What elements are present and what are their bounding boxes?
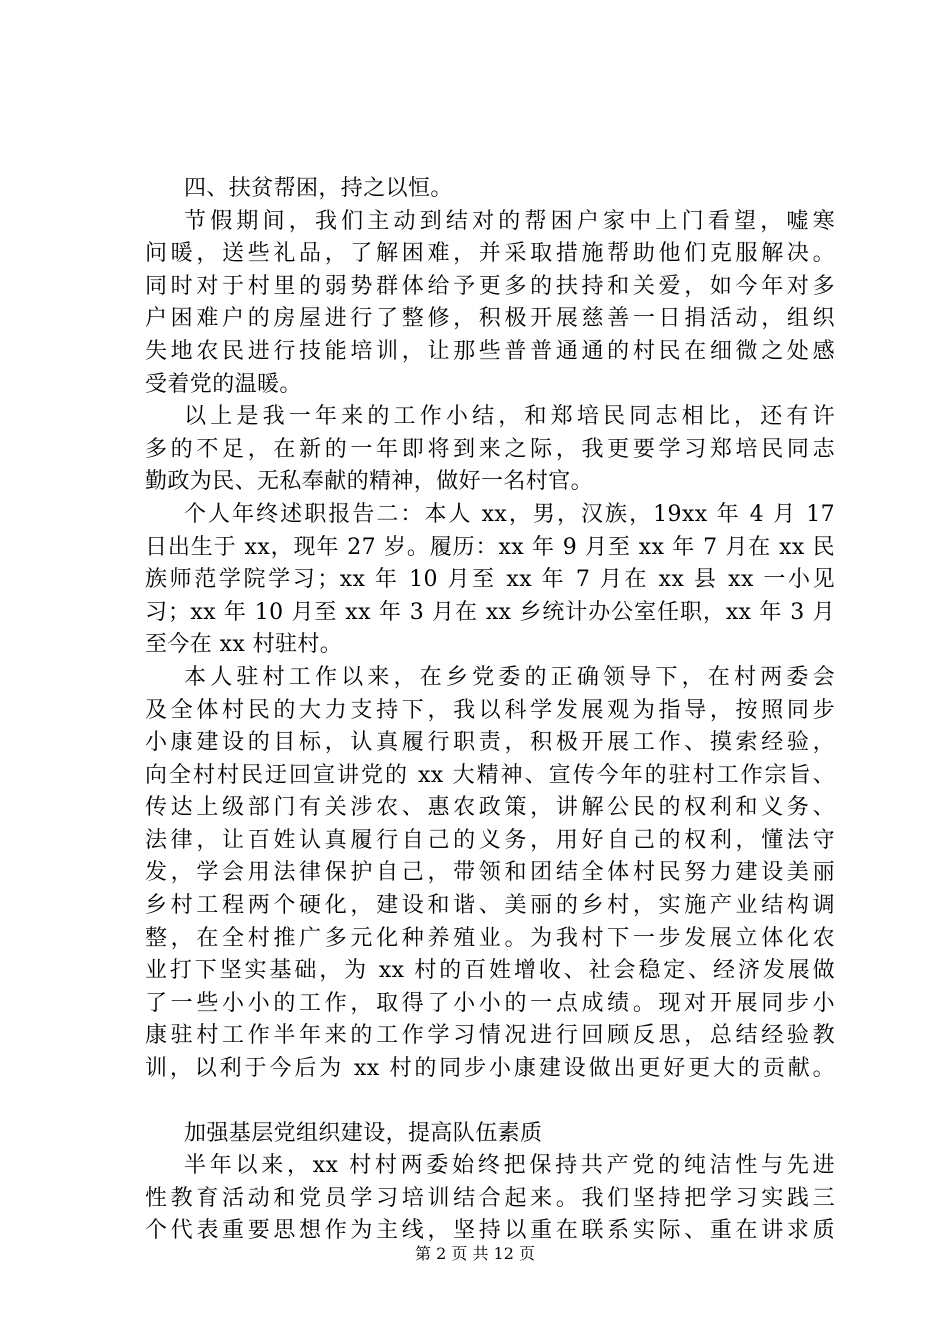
text-line: 受着党的温暖。 xyxy=(145,371,302,397)
text-line: 族师范学院学习；xx 年 10 月至 xx 年 7 月在 xx 县 xx 一小见 xyxy=(145,567,835,593)
text-line: 了一些小小的工作，取得了小小的一点成绩。现对开展同步小 xyxy=(145,990,835,1016)
page-footer: 第 2 页 共 12 页 xyxy=(415,1244,535,1263)
text-line: 业打下坚实基础，为 xx 村的百姓增收、社会稳定、经济发展做 xyxy=(145,958,835,984)
text-line: 本人驻村工作以来，在乡党委的正确领导下，在村两委会 xyxy=(184,664,835,690)
text-line: 整，在全村推广多元化种养殖业。为我村下一步发展立体化农 xyxy=(145,925,835,951)
text-line: 个人年终述职报告二：本人 xx，男，汉族，19xx 年 4 月 17 xyxy=(184,501,835,527)
text-line: 户困难户的房屋进行了整修，积极开展慈善一日捐活动，组织 xyxy=(145,306,835,332)
text-line: 至今在 xx 村驻村。 xyxy=(145,632,343,658)
text-line: 乡村工程两个硬化，建设和谐、美丽的乡村，实施产业结构调 xyxy=(145,893,835,919)
text-line: 加强基层党组织建设，提高队伍素质 xyxy=(184,1120,543,1146)
text-line: 以上是我一年来的工作小结，和郑培民同志相比，还有许 xyxy=(184,404,835,430)
text-line: 日出生于 xx，现年 27 岁。履历：xx 年 9 月至 xx 年 7 月在 xx 民 xyxy=(145,534,835,560)
text-line: 问暖，送些礼品，了解困难，并采取措施帮助他们克服解决。 xyxy=(145,241,835,267)
text-line: 半年以来，xx 村村两委始终把保持共产党的纯洁性与先进 xyxy=(184,1153,835,1179)
text-line: 及全体村民的大力支持下，我以科学发展观为指导，按照同步 xyxy=(145,697,835,723)
text-line: 康驻村工作半年来的工作学习情况进行回顾反思，总结经验教 xyxy=(145,1023,835,1049)
text-line: 发，学会用法律保护自己，带领和团结全体村民努力建设美丽 xyxy=(145,860,835,886)
text-line: 性教育活动和党员学习培训结合起来。我们坚持把学习实践三 xyxy=(145,1185,835,1211)
text-line: 节假期间，我们主动到结对的帮困户家中上门看望，嘘寒 xyxy=(184,208,835,234)
text-line: 多的不足，在新的一年即将到来之际，我更要学习郑培民同志 xyxy=(145,436,835,462)
text-line: 向全村村民迂回宣讲党的 xx 大精神、宣传今年的驻村工作宗旨、 xyxy=(145,762,835,788)
text-line: 四、扶贫帮困，持之以恒。 xyxy=(184,176,453,201)
text-line: 训，以利于今后为 xx 村的同步小康建设做出更好更大的贡献。 xyxy=(145,1056,835,1082)
document-body xyxy=(145,173,835,1248)
paragraph-gap xyxy=(145,1086,835,1118)
text-line: 小康建设的目标，认真履行职责，积极开展工作、摸索经验， xyxy=(145,730,835,756)
text-line: 习；xx 年 10 月至 xx 年 3 月在 xx 乡统计办公室任职，xx 年 3 月 xyxy=(145,599,835,625)
text-line: 传达上级部门有关涉农、惠农政策，讲解公民的权利和义务、 xyxy=(145,795,835,821)
text-line: 失地农民进行技能培训，让那些普普通通的村民在细微之处感 xyxy=(145,338,835,364)
text-line: 勤政为民、无私奉献的精神，做好一名村官。 xyxy=(145,469,594,495)
text-line: 法律，让百姓认真履行自己的义务，用好自己的权利，懂法守 xyxy=(145,827,835,853)
text-line: 同时对于村里的弱势群体给予更多的扶持和关爱，如今年对多 xyxy=(145,273,835,299)
text-line: 个代表重要思想作为主线，坚持以重在联系实际、重在讲求质 xyxy=(145,1218,835,1244)
